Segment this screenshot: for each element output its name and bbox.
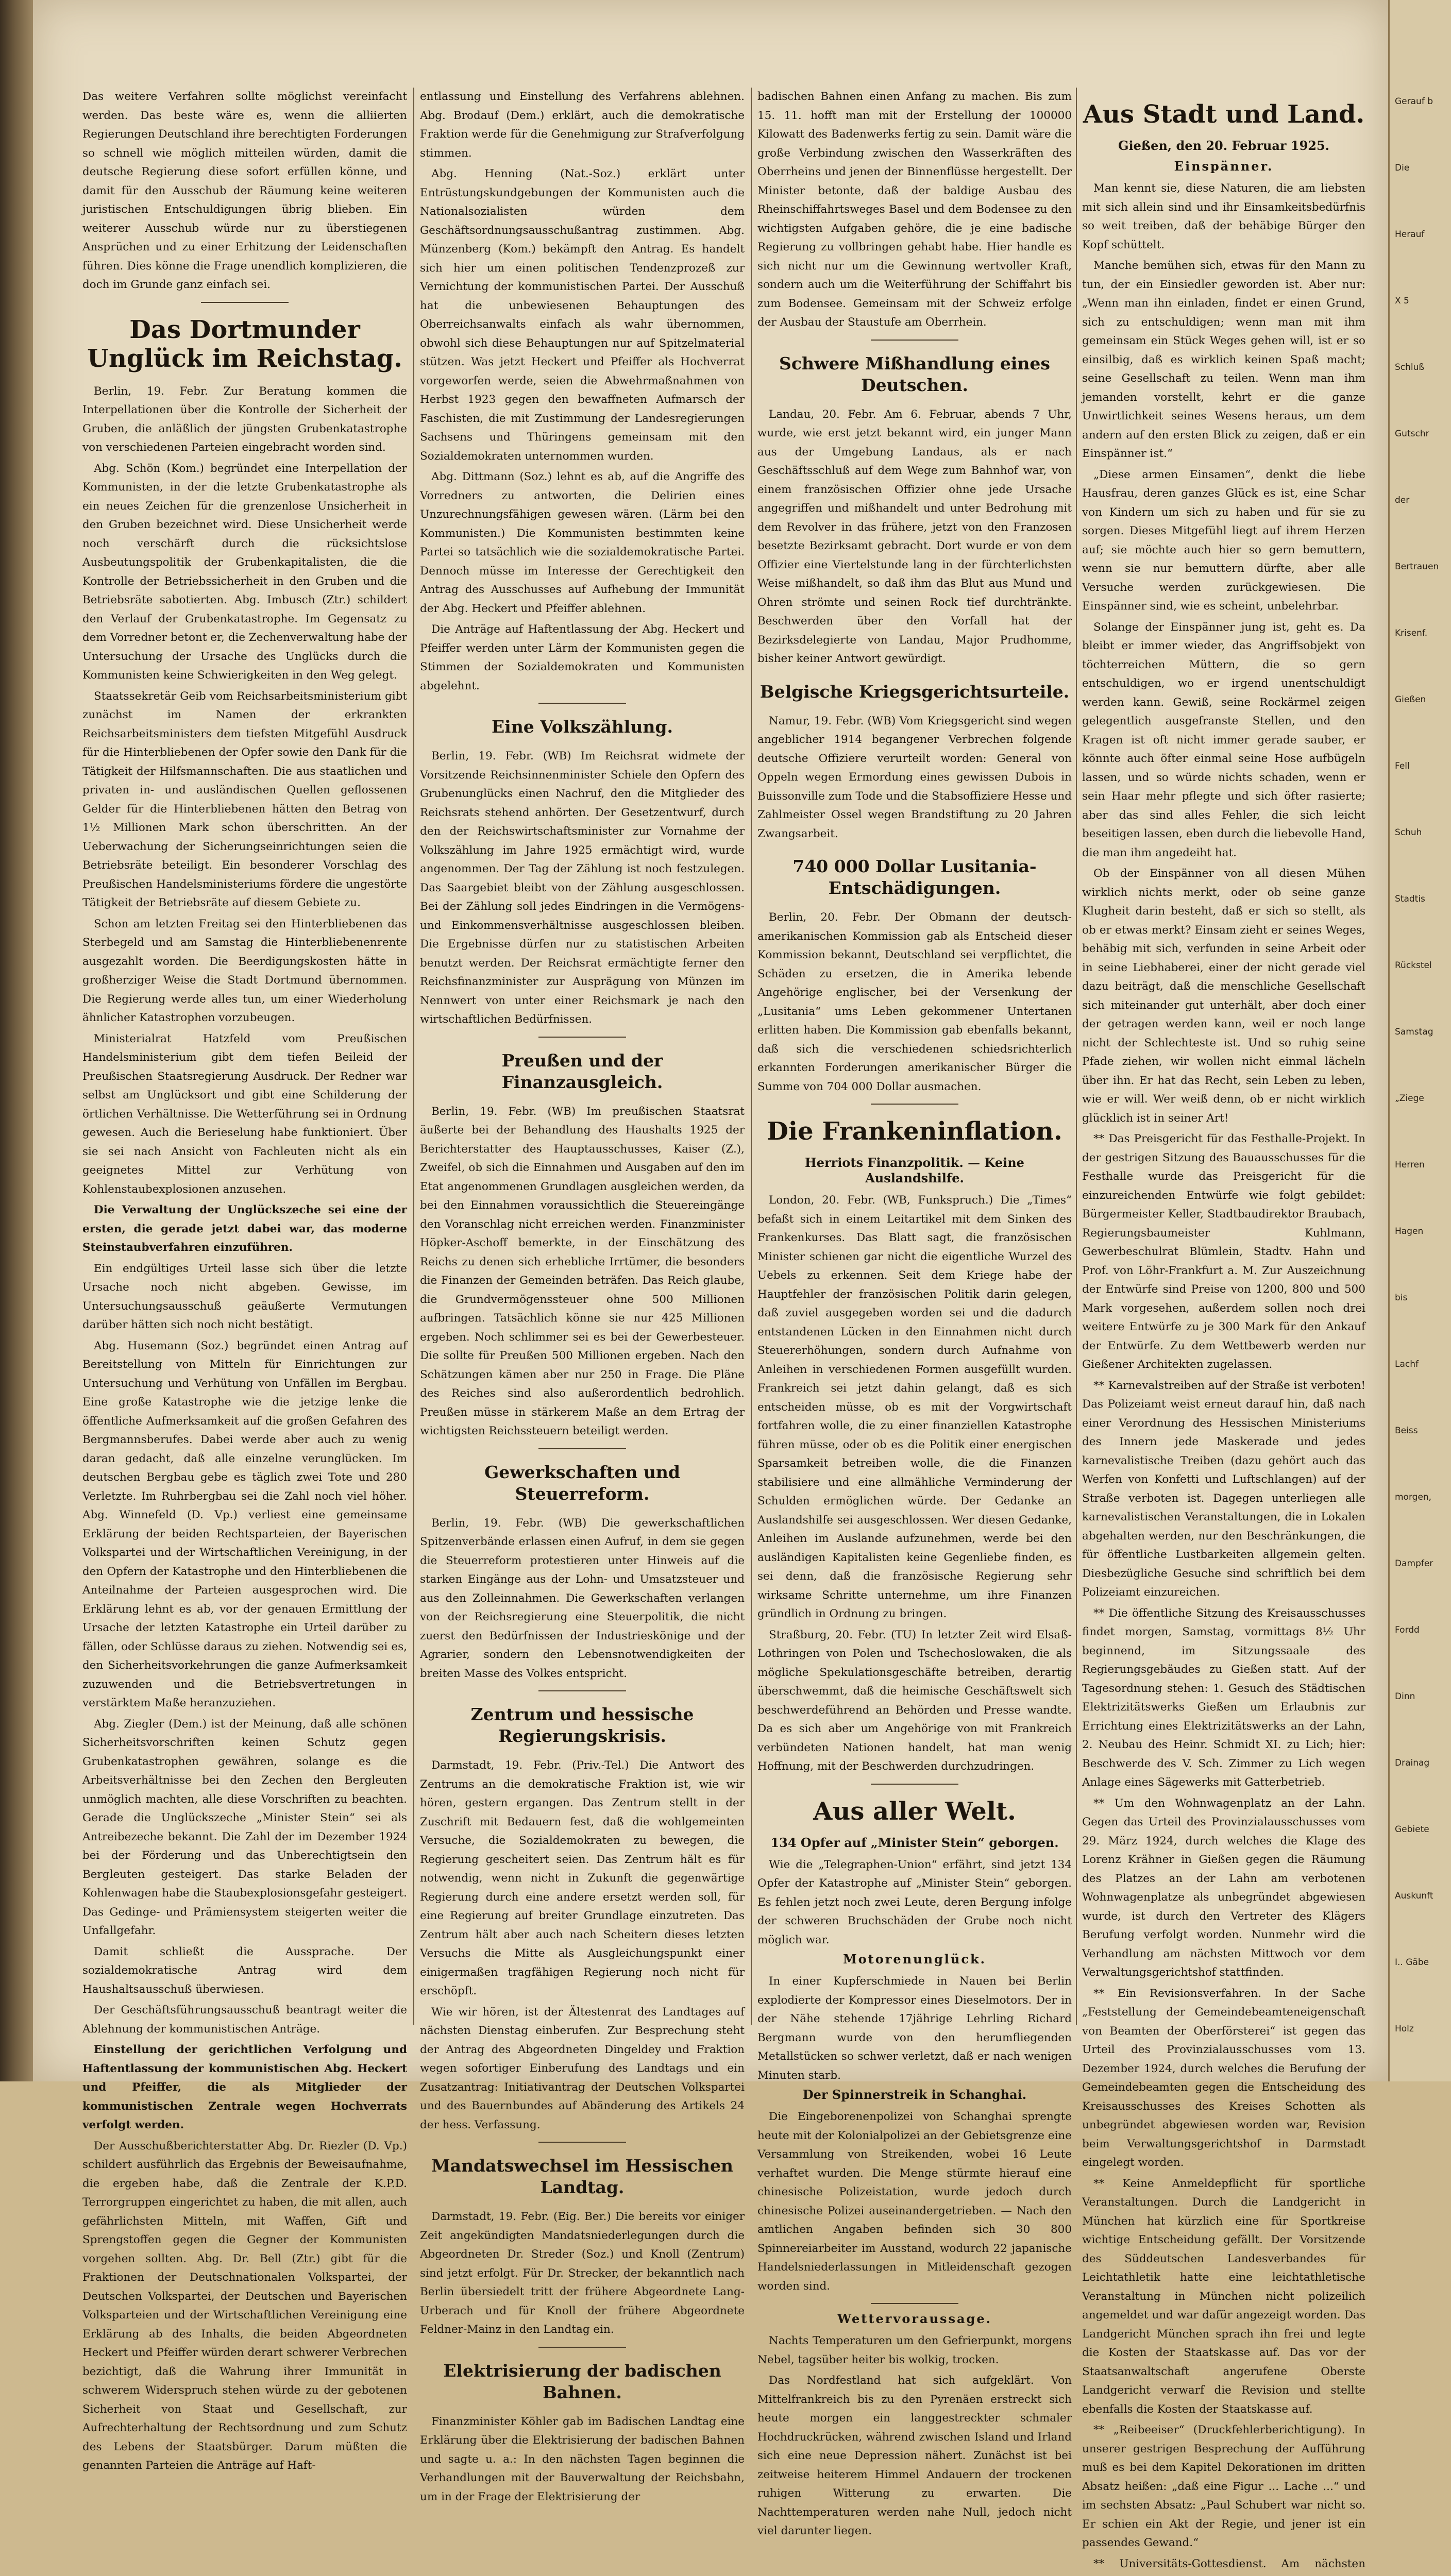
adjacent-page-fragment: Bertrauen (1390, 558, 1451, 575)
adjacent-page-edge (1388, 0, 1451, 2081)
adjacent-page-fragment: Dinn (1390, 1688, 1451, 1705)
article-paragraph: Nachts Temperaturen um den Gefrierpunkt, morgens Nebel, tagsüber heiter bis wolkig, trocken. (757, 2332, 1072, 2369)
article-paragraph: ** Ein Revisionsverfahren. In der Sache „Feststellung der Gemeindebeamteneigenschaft von Beamten der Oberförsterei“ ist gegen das Urteil des Provinzialausschusses vom 13. Dezember 1924, durch welches die Berufung der Gemeindebeamten gegen die Entscheidung des Kreisausschusses des Kreises Schotten als unbegründet abgewiesen worden war, Revision beim Verwaltungsgerichtshof in Darmstadt eingelegt worden. (1082, 1985, 1365, 2173)
article-paragraph: entlassung und Einstellung des Verfahrens ablehnen. Abg. Brodauf (Dem.) erklärt, auch die demokratische Fraktion werde für die Genehmigung zur Strafverfolgung stimmen. (420, 88, 745, 163)
adjacent-page-fragment: bis (1390, 1289, 1451, 1307)
article-paragraph: London, 20. Febr. (WB, Funkspruch.) Die „Times“ befaßt sich in einem Leitartikel mit dem Sinken des Frankenkurses. Das Blatt sagt, die französischen Minister schienen gar nicht die eigentliche Wurzel des Uebels zu erkennen. Seit dem Kriege habe der Hauptfehler der französischen Politik darin gelegen, daß zuviel ausgegeben worden sei und die dadurch entstandenen Lücken in den Einnahmen nicht durch Steuererhöhungen, sondern durch Aufnahme von Anleihen in verschiedenen Formen ausgefüllt wurden. Frankreich sei jetzt dahin gelangt, daß es sich entscheiden müsse, ob es mit der Vorgwirtschaft fortfahren wolle, die zu einer finanziellen Katastrophe führen müsse, oder ob es die Politik einer energischen Sparsamkeit betreiben wolle, die die Finanzen stabilisiere und eine allmähliche Verminderung der Schulden ermöglichen würde. Der Gedanke an Auslandshilfe sei ausgeschlossen. Wer diesen Gedanke, Anleihen im Auslande aufzunehmen, werde bei den ausländigen Kapitalisten keine Gegenliebe finden, es sei denn, daß die französische Regierung sehr wirksame Schritte unternehme, um ihre Finanzen gründlich in Ordnung zu bringen. (757, 1191, 1072, 1624)
article-paragraph: Landau, 20. Febr. Am 6. Februar, abends 7 Uhr, wurde, wie erst jetzt bekannt wird, ein junger Mann aus der Umgebung Landaus, als er nach Geschäftsschluß auf dem Wege zum Bahnhof war, von einem französischen Offizier ohne jede Ursache angegriffen und mißhandelt und unter Bedrohung mit dem Revolver in das frühere, jetzt von den Franzosen besetzte Bezirksamt gebracht. Dort wurde er von dem Offizier eine Viertelstunde lang in der fürchterlichsten Weise mißhandelt, so daß ihm das Blut aus Mund und Ohren strömte und seinen Rock tief durchtränkte. Beschwerden über den Vorfall hat der Bezirksdelegierte von Landau, Major Prudhomme, bisher keiner Antwort gewürdigt. (757, 405, 1072, 669)
adjacent-page-fragment: Auskunft (1390, 1887, 1451, 1905)
headline-mandatswechsel: Mandatswechsel im Hessischen Landtag. (420, 2155, 745, 2198)
book-spine (0, 0, 33, 2081)
headline-kriegsgericht: Belgische Kriegsgerichtsurteile. (757, 681, 1072, 703)
article-paragraph: Man kennt sie, diese Naturen, die am liebsten mit sich allein sind und ihr Einsamkeitsbedürfnis so weit treiben, daß der behäbige Bürger den Kopf schüttelt. (1082, 179, 1365, 255)
adjacent-page-fragment: Gießen (1390, 691, 1451, 708)
adjacent-page-fragment: „Ziege (1390, 1090, 1451, 1107)
article-paragraph: Abg. Husemann (Soz.) begründet einen Antrag auf Bereitstellung von Mitteln für Einrichtungen zur Untersuchung und Verhütung von Unfällen im Bergbau. Eine große Katastrophe wie die jetzige lenke die öffentliche Aufmerksamkeit auf die großen Gefahren des Bergmannsberufes. Dabei werde aber auch zu wenig daran gedacht, daß alle einzelne verunglücken. Im deutschen Bergbau gebe es täglich zwei Tote und 280 Verletzte. Im Ruhrbergbau sei die Zahl noch viel höher. Abg. Winnefeld (D. Vp.) verliest eine gemeinsame Erklärung der beiden Rechtsparteien, der Bayerischen Volkspartei und der Wirtschaftlichen Vereinigung, in der den Opfern der Katastrophe und den Hinterbliebenen die Anteilnahme der Parteien ausgesprochen wird. Die Erklärung lehnt es ab, vor der genauen Ermittlung der Ursache der letzten Katastrophe ein Urteil darüber zu fällen, oder Schlüsse daraus zu ziehen. Notwendig sei es, den Sicherheitsvorkehrungen die ganze Aufmerksamkeit zuzuwenden und die Betriebsvertretungen in verstärktem Maße heranzuziehen. (82, 1337, 407, 1713)
headline-elektrisierung: Elektrisierung der badischen Bahnen. (420, 2360, 745, 2403)
separator (871, 1784, 958, 1785)
adjacent-page-fragment: Lachf (1390, 1355, 1451, 1373)
headline-einspaenner: Einspänner. (1082, 159, 1365, 174)
adjacent-page-fragment: Schluß (1390, 359, 1451, 376)
adjacent-page-fragment: Dampfer (1390, 1555, 1451, 1572)
separator (871, 340, 958, 341)
headline-dortmund: Das Dortmunder Unglück im Reichstag. (82, 315, 407, 373)
column-3 (757, 88, 1072, 2045)
article-paragraph: Der Geschäftsführungsausschuß beantragt weiter die Ablehnung der kommunistischen Anträge. (82, 2001, 407, 2039)
article-paragraph: Abg. Dittmann (Soz.) lehnt es ab, auf die Angriffe des Vorredners zu antworten, die Delirien eines Unzurechnungsfähigen gewesen wären. (Lärm bei den Kommunisten.) Die Kommunisten bestimmten keine Partei so tatsächlich wie die sozialdemokratische Partei. Dennoch müsse im Interesse der Gerechtigkeit den Antrag des Ausschusses auf Aufhebung der Immunität der Abg. Heckert und Pfeiffer ablehnen. (420, 468, 745, 618)
adjacent-page-fragment: Herauf (1390, 226, 1451, 243)
adjacent-page-fragment: Beiss (1390, 1422, 1451, 1439)
adjacent-page-fragment: Rückstel (1390, 957, 1451, 974)
dateline: Gießen, den 20. Februar 1925. (1082, 138, 1365, 154)
article-paragraph: Wie die „Telegraphen-Union“ erfährt, sind jetzt 134 Opfer der Katastrophe auf „Minister Stein“ geborgen. Es fehlen jetzt noch zwei Leute, deren Bergung infolge der schweren Bruchschäden der Grube noch nicht möglich war. (757, 1856, 1072, 1950)
article-paragraph: Ministerialrat Hatzfeld vom Preußischen Handelsministerium gibt dem tiefen Beileid der Preußischen Staatsregierung Ausdruck. Der Redner war selbst am Unglücksort und gibt eine Schilderung der örtlichen Verhältnisse. Die Wetterführung sei in Ordnung gewesen. Auch die Berieselung habe funktioniert. Über sie sei nach Ansicht von Fachleuten nicht als ein geeignetes Mittel zur Verhütung von Kohlenstaubexplosionen anzusehen. (82, 1030, 407, 1199)
adjacent-page-fragment: Gebiete (1390, 1821, 1451, 1838)
article-paragraph: Berlin, 19. Febr. Zur Beratung kommen die Interpellationen über die Kontrolle der Sicherheit der Gruben, die anläßlich der jüngsten Grubenkatastrophe von verschiedenen Parteien eingebracht worden sind. (82, 382, 407, 457)
article-paragraph-bold: Die Verwaltung der Unglückszeche sei eine der ersten, die gerade jetzt dabei war, das moderne Steinstaubverfahren einzuführen. (82, 1201, 407, 1258)
headline-aus-aller-welt: Aus aller Welt. (757, 1797, 1072, 1826)
article-paragraph: Namur, 19. Febr. (WB) Vom Kriegsgericht sind wegen angeblicher 1914 begangener Verbrechen folgende deutsche Offiziere verurteilt worden: General von Oppeln wegen Ermordung eines gewissen Dubois in Buissonville zum Tode und die Stabsoffiziere Hesse und Zahlmeister Ossel wegen Brandstiftung zu 20 Jahren Zwangsarbeit. (757, 712, 1072, 844)
adjacent-page-fragment: Drainag (1390, 1754, 1451, 1772)
article-paragraph: Ob der Einspänner von all diesen Mühen wirklich nichts merkt, oder ob seine ganze Klugheit darin besteht, daß er sich so stellt, als ob er etwas merkt? Einsam zieht er seines Weges, behäbig mit sich, verfunden in seine Arbeit oder in seine Liebhaberei, einer der nicht gerade viel dazu beiträgt, daß die menschliche Gesellschaft sich miteinander gut unterhält, aber doch einer der getragen werden kann, weil er noch lange nicht der Schlechteste ist. Und so ruhig seine Pfade ziehen, wir wollen nicht einmal lächeln über ihn. Er hat das Recht, sein Leben zu leben, wie er will. Wer weiß denn, ob er nicht wirklich glücklich ist in seiner Art! (1082, 865, 1365, 1128)
separator (538, 703, 626, 704)
adjacent-page-fragment: Samstag (1390, 1023, 1451, 1041)
subheadline: Motorenunglück. (757, 1952, 1072, 1967)
separator (871, 2303, 958, 2304)
article-paragraph: Berlin, 19. Febr. (WB) Die gewerkschaftlichen Spitzenverbände erlassen einen Aufruf, in dem sie gegen die Steuerreform protestieren unter Hinweis auf die starken Eingänge aus der Lohn- und Umsatzsteuer und aus den Zolleinnahmen. Die Gewerkschaften verlangen von der Reichsregierung eine Steuerpolitik, die nicht zuerst den Bedürfnissen der Industrieskönige und der Agrarier, sondern den Lebensnotwendigkeiten der breiten Masse des Volkes entspricht. (420, 1514, 745, 1684)
article-paragraph: Wie wir hören, ist der Ältestenrat des Landtages auf nächsten Dienstag einberufen. Zur Besprechung steht der Antrag des Abgeordneten Dingeldey und Fraktion wegen sofortiger Einberufung des Landtags und ein Zusatzantrag: Initiativantrag der Deutschen Volkspartei und des Bauernbundes auf Abänderung des Artikels 24 der hess. Verfassung. (420, 2003, 745, 2135)
headline-finanzausgleich: Preußen und der Finanzausgleich. (420, 1050, 745, 1093)
article-paragraph: ** Um den Wohnwagenplatz an der Lahn. Gegen das Urteil des Provinzialausschusses vom 29. März 1924, durch welches die Klage des Lorenz Krähner in Gießen gegen die Räumung des Platzes an der Lahn am verbotenen Wohnwagenplatze als unbegründet abgewiesen wurde, ist durch den Vertreter des Klägers Berufung verfolgt worden. Nunmehr wird die Verhandlung am nächsten Mittwoch vor dem Verwaltungsgerichtshof stattfinden. (1082, 1794, 1365, 1982)
headline-gewerkschaften: Gewerkschaften und Steuerreform. (420, 1462, 745, 1505)
headline-lusitania: 740 000 Dollar Lusitania-Entschädigungen. (757, 856, 1072, 899)
article-paragraph: Berlin, 19. Febr. (WB) Im Reichsrat widmete der Vorsitzende Reichsinnenminister Schiele den Opfern des Grubenunglücks einen Nachruf, den die Mitglieder des Reichsrats stehend anhörten. Der Gesetzentwurf, durch den der Reichswirtschaftsminister zur Vornahme der Volkszählung im Jahre 1925 ermächtigt wird, wurde angenommen. Der Tag der Zählung ist noch festzulegen. Das Saargebiet bleibt von der Zählung ausgeschlossen. Bei der Zählung soll jedes Eindringen in die Vermögens- und Einkommensverhältnisse ausgeschlossen bleiben. Die Ergebnisse dürfen nur zu statistischen Arbeiten benutzt werden. Der Reichsrat ermächtigte ferner den Reichsfinanzminister zur Ausprägung von Münzen im Nennwert von unter einer Reichsmark je nach den wirtschaftlichen Bedürfnissen. (420, 747, 745, 1029)
article-paragraph: Die Eingeborenenpolizei von Schanghai sprengte heute mit der Kolonialpolizei an der Gebietsgrenze eine Versammlung von Streikenden, wobei 16 Leute verhaftet wurden. Die Menge stürmte hierauf eine chinesische Polizeistation, wurde jedoch durch chinesische Polizei auseinandergetrieben. — Nach den amtlichen Angaben befinden sich 30 800 Spinnereiarbeiter im Ausstand, wodurch 22 japanische Handelsniederlassungen in Mitleidenschaft gezogen worden sind. (757, 2108, 1072, 2296)
article-paragraph: ** „Reibeeiser“ (Druckfehlerberichtigung). In unserer gestrigen Besprechung der Aufführung muß es bei dem Kapitel Dekorationen im dritten Absatz heißen: „daß eine Figur ... Lache ...“ und im sechsten Absatz: „Paul Schubert war nicht so. Er schien ein Akt der Regie, und jener ist ein passendes Gewand.“ (1082, 2421, 1365, 2553)
article-paragraph-bold: Einstellung der gerichtlichen Verfolgung und Haftentlassung der kommunistischen Abg. Heckert und Pfeiffer, die als Mitglieder der kommunistischen Zentrale wegen Hochverrats verfolgt werden. (82, 2041, 407, 2135)
adjacent-page-fragment: Fordd (1390, 1621, 1451, 1639)
separator (538, 2347, 626, 2348)
column-2 (420, 88, 745, 2045)
column-4 (1082, 88, 1365, 2045)
adjacent-page-fragment: X 5 (1390, 292, 1451, 310)
headline-frankeninflation: Die Frankeninflation. (757, 1117, 1072, 1146)
adjacent-page-fragment: Gutschr (1390, 425, 1451, 443)
article-paragraph: Das Nordfestland hat sich aufgeklärt. Von Mittelfrankreich bis zu den Pyrenäen erstreckt sich heute morgen ein langgestreckter schmaler Hochdruckrücken, während zwischen Island und Irland sich eine neue Depression nähert. Zunächst ist bei zeitweise heiterem Himmel Andauern der trockenen ruhigen Witterung zu erwarten. Die Nachttemperaturen werden nahe Null, jedoch nicht viel darunter liegen. (757, 2371, 1072, 2541)
article-paragraph: Das weitere Verfahren sollte möglichst vereinfacht werden. Das beste wäre es, wenn die alliierten Regierungen Deutschland ihre berechtigten Forderungen so schnell wie möglich mitteilen würden, damit die deutsche Regierung diese sofort erfüllen könne, und damit für den Ausschub der Räumung keine weiteren juristischen Entschuldigungen übrig blieben. Ein weiterer Ausschub würde nur zu überstiegenen Ansprüchen und zu einer Erhitzung der Leidenschaften führen. Dies könne die Frage unendlich komplizieren, die doch im Grunde ganz einfach sei. (82, 88, 407, 295)
subheadline: Herriots Finanzpolitik. — Keine Auslandshilfe. (757, 1155, 1072, 1186)
column-rule (413, 88, 414, 2025)
adjacent-page-fragment: Hagen (1390, 1223, 1451, 1240)
article-paragraph: ** Die öffentliche Sitzung des Kreisausschusses findet morgen, Samstag, vormittags 8½ Uhr beginnend, im Sitzungssaale des Regierungsgebäudes zu Gießen statt. Auf der Tagesordnung stehen: 1. Gesuch des Städtischen Elektrizitätswerks Gießen um Erlaubnis zur Errichtung eines Elektrizitätswerks an der Lahn, 2. Neubau des Heinr. Schmidt XI. zu Lich; hier: Beschwerde des V. Sch. Zimmer zu Lich wegen Anlage eines Sägewerks mit Gatterbetrieb. (1082, 1604, 1365, 1792)
article-paragraph: Abg. Henning (Nat.-Soz.) erklärt unter Entrüstungskundgebungen der Kommunisten auch die Nationalsozialisten würden dem Geschäftsordnungsausschußantrag zustimmen. Abg. Münzenberg (Kom.) bekämpft den Antrag. Es handelt sich hier um einen politischen Tendenzprozeß zur Vernichtung der kommunistischen Partei. Der Ausschuß hat die unbewiesenen Behauptungen des Oberreichsanwalts einfach als wahr übernommen, obwohl sich diese Behauptungen nur auf Spitzelmaterial stützen. Was jetzt Heckert und Pfeiffer als Hochverrat vorgeworfen werde, seien die Abwehrmaßnahmen von Herbst 1923 gegen den bewaffneten Aufmarsch der Faschisten, die mit Zustimmung der Landesregierungen Sachsens und Thüringens gemeinsam mit den Sozialdemokraten unternommen wurden. (420, 165, 745, 466)
separator (871, 1104, 958, 1105)
subheadline-weather: Wettervoraussage. (757, 2311, 1072, 2327)
headline-volkszaehlung: Eine Volkszählung. (420, 716, 745, 738)
article-paragraph: Der Ausschußberichterstatter Abg. Dr. Riezler (D. Vp.) schildert ausführlich das Ergebnis der Beweisaufnahme, die ergeben habe, daß die Zentrale der K.P.D. Terrorgruppen eingerichtet zu haben, die mit allen, auch gefährlichsten Mitteln, mit Waffen, Gift und Sprengstoffen gegen die Gegner der Kommunisten vorgehen sollten. Abg. Dr. Bell (Ztr.) gibt für die Fraktionen der Deutschnationalen Volkspartei, der Deutschen Volkspartei, der Deutschen und Bayerischen Volksparteien und der Wirtschaftlichen Vereinigung eine Erklärung ab des Inhalts, die beiden Abgeordneten Heckert und Pfeiffer würden derart schwerer Verbrechen bezichtigt, daß die Wahrung ihrer Immunität in schwerem Widerspruch stehen würde zu der gebotenen Sicherheit von Staat und Gesellschaft, zur Aufrechterhaltung der Rechtsordnung und zum Schutz des Lebens der Staatsbürger. Darum müßten die genannten Parteien die Anträge auf Haft- (82, 2137, 407, 2476)
column-1 (82, 88, 407, 2045)
separator (538, 1448, 626, 1449)
adjacent-page-fragment: Gerauf b (1390, 93, 1451, 110)
article-paragraph: ** Karnevalstreiben auf der Straße ist verboten! Das Polizeiamt weist erneut darauf hin, daß nach einer Verordnung des Hessischen Ministeriums des Innern jede Maskerade und jedes karnevalistische Treiben (dazu gehört auch das Werfen von Konfetti und Luftschlangen) auf der Straße verboten ist. Dagegen unterliegen alle karnevalistischen Veranstaltungen, die in Lokalen abgehalten werden, nur den Beschränkungen, die für öffentliche Lustbarkeiten allgemein gelten. Diesbezügliche Gesuche sind schriftlich bei dem Polizeiamt einzureichen. (1082, 1377, 1365, 1602)
adjacent-page-fragment: Die (1390, 159, 1451, 177)
separator (538, 2142, 626, 2143)
article-paragraph: ** Keine Anmeldepflicht für sportliche Veranstaltungen. Durch die Landgericht in München hat kürzlich eine für Sportkreise wichtige Entscheidung gefällt. Der Vorsitzende des Süddeutschen Landesverbandes für Leichtathletik hatte eine leichtathletische Veranstaltung in München nicht polizeilich angemeldet und war dafür angezeigt worden. Das Landgericht München sprach ihn frei und legte die Kosten der Staatskasse auf. Das vor der Staatsanwaltschaft angerufene Oberste Landgericht verwarf die Revision und stellte ebenfalls die Kosten der Staatskasse auf. (1082, 2175, 1365, 2419)
adjacent-page-fragment: Holz (1390, 2020, 1451, 2038)
column-rule (751, 88, 752, 2025)
adjacent-page-fragment: Schuh (1390, 824, 1451, 841)
article-paragraph: Straßburg, 20. Febr. (TU) In letzter Zeit wird Elsaß-Lothringen von Polen und Tschechoslowaken, die als mögliche Spekulationsgeschäfte betreiben, derartig überschwemmt, daß die heimische Geschäftswelt sich beschwerdeführend an Behörden und Presse wandte. Da es sich aber um Angehörige von mit Frankreich verbündeten Nationen handelt, hat man wenig Hoffnung, mit der Beschwerden durchzudringen. (757, 1626, 1072, 1776)
article-paragraph: „Diese armen Einsamen“, denkt die liebe Hausfrau, deren ganzes Glück es ist, eine Schar von Kindern um sich zu haben und für sie zu sorgen. Dieses Mitgefühl liegt auf ihrem Herzen auf; sie möchte auch hier so gern bemuttern, wenn sie nur bemuttern dürfte, aber alle Versuche werden zurückgewiesen. Die Einspänner sind, wie es scheint, unbelehrbar. (1082, 466, 1365, 616)
article-paragraph: Staatssekretär Geib vom Reichsarbeitsministerium gibt zunächst im Namen der erkrankten Reichsarbeitsministers dem tiefsten Mitgefühl Ausdruck für die Hinterbliebenen der Opfer sowie den Dank für die Tätigkeit der Hilfsmannschaften. Die aus staatlichen und privaten in- und ausländischen Quellen geflossenen Gelder für die Hinterbliebenen hätten den Betrag von 1½ Millionen Mark schon überschritten. An der Ueberwachung der Sicherungseinrichtungen seien die Betriebsräte beteiligt. Ein besonderer Vorschlag des Preußischen Handelsministeriums fördere die ungestörte Tätigkeit der Betriebsräte auf diesem Gebiete zu. (82, 687, 407, 913)
separator (538, 1690, 626, 1691)
article-paragraph: Schon am letzten Freitag sei den Hinterbliebenen das Sterbegeld und am Samstag die Hinterbliebenenrente ausgezahlt worden. Die Beerdigungskosten hätte in großherziger Weise die Stadt Dortmund übernommen. Die Regierung werde alles tun, um einer Wiederholung ähnlicher Katastrophen vorzubeugen. (82, 915, 407, 1028)
article-paragraph: Solange der Einspänner jung ist, geht es. Da bleibt er immer wieder, das Angriffsobjekt von töchterreichen Müttern, die so gern entschuldigen, wo er irgend unentschuldigt werden kann. Gewiß, seine Rockärmel zeigen gelegentlich ausgefranste Stellen, und den Kragen ist oft nicht immer gerade sauber, er könnte auch öfter einmal seine Hose aufbügeln lassen, und so würde nichts schaden, wenn er sein Haar mehr pflegte und sich öfter rasierte; aber das sind alles Fehler, die sich leicht beseitigen lassen, eben durch die liebevolle Hand, die man ihm angedeiht hat. (1082, 618, 1365, 863)
adjacent-page-fragment: Herren (1390, 1156, 1451, 1174)
article-paragraph: Ein endgültiges Urteil lasse sich über die letzte Ursache noch nicht abgeben. Gewisse, im Untersuchungsausschuß geäußerte Vermutungen darüber hätten sich noch nicht bestätigt. (82, 1260, 407, 1335)
subheadline: Der Spinnerstreik in Schanghai. (757, 2087, 1072, 2103)
adjacent-page-fragment: Stadtis (1390, 890, 1451, 908)
adjacent-page-fragment: Krisenf. (1390, 624, 1451, 642)
adjacent-page-fragment: morgen, (1390, 1488, 1451, 1506)
subheadline: 134 Opfer auf „Minister Stein“ geborgen. (757, 1835, 1072, 1851)
article-paragraph: Darmstadt, 19. Febr. (Priv.-Tel.) Die Antwort des Zentrums an die demokratische Fraktion ist, wie wir hören, gestern ergangen. Das Zentrum stellt in der Zuschrift mit Bedauern fest, daß die wohlgemeinten Versuche, die Sozialdemokraten zu bewegen, die Regierung gescheitert seien. Das Zentrum hält es für notwendig, wenn nicht in Zukunft die gegenwärtige Regierung durch eine andere ersetzt werden soll, für eine Regierung auf breiter Grundlage einzutreten. Das Zentrum hält aber auch nach Scheitern dieses letzten Versuchs die Mitte als Ausgleichungspunkt einer einigermaßen tragfähigen Regierung noch nicht für erschöpft. (420, 1756, 745, 2001)
headline-zentrum: Zentrum und hessische Regierungskrisis. (420, 1704, 745, 1747)
article-paragraph: ** Universitäts-Gottesdienst. Am nächsten (1082, 2555, 1365, 2576)
adjacent-page-fragment: Fell (1390, 757, 1451, 775)
article-paragraph: badischen Bahnen einen Anfang zu machen. Bis zum 15. 11. hofft man mit der Erstellung der 100000 Kilowatt des Badenwerks fertig zu sein. Damit wäre die große Verbindung zwischen den Wasserkräften des Oberrheins und jenen der Binnenflüsse hergestellt. Der Minister betonte, daß der baldige Ausbau des Rheinschiffahrtsweges Basel und dem Bodensee zu den wichtigsten Aufgaben gehöre, die je eine badische Regierung zu vollbringen gehabt habe. Hier handle es sich nicht nur um die Gewinnung wertvoller Kraft, sondern auch um die Weiterführung der Schiffahrt bis zum Bodensee. Gemeinsam mit der Schweiz erfolge der Ausbau der Staustufe am Oberrhein. (757, 88, 1072, 332)
article-paragraph: Die Anträge auf Haftentlassung der Abg. Heckert und Pfeiffer werden unter Lärm der Kommunisten gegen die Stimmen der Sozialdemokraten und Kommunisten abgelehnt. (420, 620, 745, 696)
headline-stadt-und-land: Aus Stadt und Land. (1082, 100, 1365, 129)
article-paragraph: Manche bemühen sich, etwas für den Mann zu tun, der ein Einsiedler geworden ist. Aber nur: „Wenn man ihn einladen, findet er einen Grund, sich zu entschuldigen; wenn man mit ihm gemeinsam ein Stück Weges gehen will, ist er so einsilbig, daß es wirklich keinen Spaß macht; seine Gesellschaft zu teilen. Wenn man ihm jemanden vorstellt, kehrt er die ganze Unwirtlichkeit seines Wesens heraus, um dem andern auf den ersten Blick zu zeigen, daß er ein Einspänner ist.“ (1082, 257, 1365, 464)
adjacent-page-fragment: der (1390, 492, 1451, 509)
article-paragraph: Darmstadt, 19. Febr. (Eig. Ber.) Die bereits vor einiger Zeit angekündigten Mandatsniederlegungen durch die Abgeordneten Dr. Streder (Soz.) und Knoll (Zentrum) sind jetzt erfolgt. Für Dr. Strecker, der bekanntlich nach Berlin übersiedelt tritt der frühere Abgeordnete Lang-Urberach und für Knoll der frühere Abgeordnete Feldner-Mainz in den Landtag ein. (420, 2208, 745, 2340)
separator (538, 1037, 626, 1038)
separator (201, 302, 289, 303)
article-paragraph: Abg. Schön (Kom.) begründet eine Interpellation der Kommunisten, in der die letzte Grubenkatastrophe als ein neues Zeichen für die grenzenlose Unsicherheit in den Gruben bezeichnet wird. Diese Unsicherheit werde noch verschärft durch die rücksichtslose Ausbeutungspolitik der Grubenkapitalisten, die die Kontrolle der Betriebssicherheit in den Gruben und die Betriebsräte sabotierten. Abg. Imbusch (Ztr.) schildert den Verlauf der Grubenkatastrophe. Im Gegensatz zu dem Vorredner betont er, die Zechenverwaltung habe der Untersuchung der Ursache des Unglücks durch die Kommunisten keine Schwierigkeiten in den Weg gelegt. (82, 460, 407, 685)
adjacent-page-fragment: I.. Gäbe (1390, 1954, 1451, 1971)
article-paragraph: Abg. Ziegler (Dem.) ist der Meinung, daß alle schönen Sicherheitsvorschriften keinen Schutz gegen Grubenkatastrophen gewähren, solange es die Arbeitsverhältnisse bei den Zechen den Bergleuten unmöglich machten, alle diese Vorschriften zu beachten. Gerade die Unglückszeche „Minister Stein“ sei als Antreibezeche bekannt. Die Zahl der im Dezember 1924 bei der Förderung und das Unberechtigtsein den Bergleuten gesteigert. Das starke Beladen der Kohlenwagen habe die Staubexplosionsgefahr gesteigert. Das Gedinge- und Prämiensystem steigerten weiter die Unfallgefahr. (82, 1715, 407, 1941)
headline-misshandlung: Schwere Mißhandlung eines Deutschen. (757, 353, 1072, 396)
article-paragraph: Berlin, 20. Febr. Der Obmann der deutsch-amerikanischen Kommission gab als Entscheid dieser Kommission bekannt, Deutschland sei verpflichtet, die Schäden zu ersetzen, die in Amerika lebende Angehörige englischer, bei der Versenkung der „Lusitania“ ums Leben gekommener Untertanen erlitten haben. Die Kommission gab ebenfalls bekannt, daß sich die verschiedenen schiedsrichterlich erkannten Forderungen amerikanischer Bürger die Summe von 704 000 Dollar ausmachen. (757, 908, 1072, 1096)
article-paragraph: In einer Kupferschmiede in Nauen bei Berlin explodierte der Kompressor eines Dieselmotors. Der in der Nähe stehende 17jährige Lehrling Richard Bergmann wurde von den herumfliegenden Metallstücken so schwer verletzt, daß er nach wenigen Minuten starb. (757, 1972, 1072, 2085)
article-paragraph: Finanzminister Köhler gab im Badischen Landtag eine Erklärung über die Elektrisierung der badischen Bahnen und sagte u. a.: In den nächsten Tagen beginnen die Verhandlungen mit der Bauverwaltung der Reichsbahn, um in der Frage der Elektrisierung der (420, 2413, 745, 2507)
article-paragraph: ** Das Preisgericht für das Festhalle-Projekt. In der gestrigen Sitzung des Bauausschusses für die Festhalle wurde das Preisgericht für die einzureichenden Entwürfe wie folgt gebildet: Bürgermeister Keller, Stadtbaudirektor Braubach, Regierungsbaumeister Kuhlmann, Gewerbeschulrat Blümlein, Stadtv. Hahn und Prof. von Löhr-Frankfurt a. M. Zur Auszeichnung der Entwürfe sind Preise von 1200, 800 und 500 Mark vorgesehen, außerdem sollen noch drei weitere Entwürfe zu je 300 Mark für den Ankauf der Entwürfe. Zu dem Wettbewerb werden nur Gießener Architekten zugelassen. (1082, 1130, 1365, 1375)
column-rule (1076, 88, 1077, 2025)
article-paragraph: Berlin, 19. Febr. (WB) Im preußischen Staatsrat äußerte bei der Behandlung des Haushalts 1925 der Berichterstatter des Hauptausschusses, Kaiser (Z.), Zweifel, ob sich die Einnahmen und Ausgaben auf den im Etat angenommenen Grundlagen ausgleichen werden, da bei den Einnahmen voraussichtlich die Steuereingänge den Voranschlag nicht erreichen werden. Finanzminister Höpker-Aschoff bemerkte, in der Einschätzung des Reichs zu denen sich erhebliche Irrtümer, die besonders die Finanzen der Gemeinden beträfen. Das Reich glaube, die Grundvermögenssteuer ohne 500 Millionen aufbringen. Tatsächlich könne sie nur 425 Millionen ergeben. Noch schlimmer sei es bei der Gewerbesteuer. Die sollte für Preußen 500 Millionen ergeben. Nach den Schätzungen kämen aber nur 250 in Frage. Die Pläne des Reiches sind also außerordentlich bedrohlich. Preußen müsse in stärkerem Maße an dem Ertrag der wichtigsten Reichssteuern beteiligt werden. (420, 1103, 745, 1441)
article-paragraph: Damit schließt die Aussprache. Der sozialdemokratische Antrag wird dem Haushaltsausschuß überwiesen. (82, 1943, 407, 1999)
